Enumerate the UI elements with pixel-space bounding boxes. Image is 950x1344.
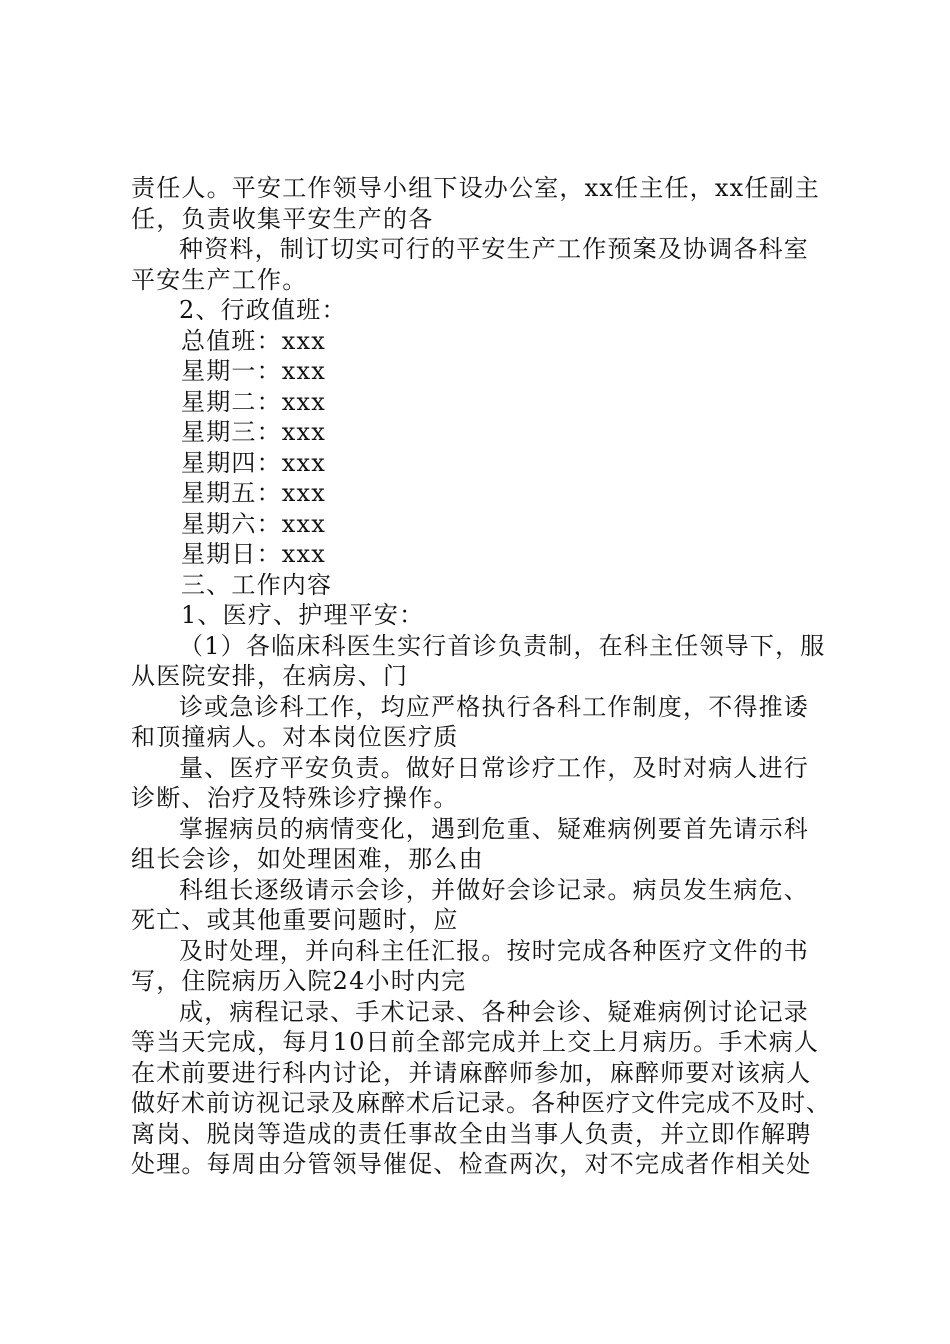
text-line: 做好术前访视记录及麻醉术后记录。各种医疗文件完成不及时、: [131, 1089, 831, 1117]
section-heading: 2、行政值班：: [179, 296, 347, 324]
text-line: 量、医疗平安负责。做好日常诊疗工作，及时对病人进行: [179, 753, 809, 782]
document-body: [131, 173, 831, 1180]
text-line: 和顶撞病人。对本岗位医疗质: [131, 723, 459, 751]
text-line: 死亡、或其他重要问题时，应: [131, 906, 459, 934]
text-line: 处理。每周由分管领导催促、检查两次，对不完成者作相关处: [131, 1150, 812, 1178]
text-line: 等当天完成，每月10日前全部完成并上交上月病历。手术病人: [131, 1028, 820, 1056]
text-line: 组长会诊，如处理困难，那么由: [131, 845, 484, 873]
text-line: （1）各临床科医生实行首诊负责制，在科主任领导下，服: [179, 631, 826, 660]
text-line: 诊断、治疗及特殊诊疗操作。: [131, 784, 459, 812]
duty-line: 星期五：xxx: [181, 479, 327, 507]
text-line: 写，住院病历入院24小时内完: [131, 967, 467, 995]
text-line: 及时处理，并向科主任汇报。按时完成各种医疗文件的书: [179, 936, 809, 965]
duty-line: 星期二：xxx: [181, 387, 327, 416]
section-heading: 三、工作内容: [181, 570, 333, 599]
text-line: 诊或急诊科工作，均应严格执行各科工作制度，不得推诿: [179, 692, 809, 721]
text-line: 平安生产工作。: [131, 265, 308, 294]
duty-line: 星期一：xxx: [181, 357, 327, 385]
text-line: 种资料，制订切实可行的平安生产工作预案及协调各科室: [179, 235, 809, 263]
duty-line: 星期四：xxx: [181, 448, 327, 477]
text-line: 成，病程记录、手术记录、各种会诊、疑难病例讨论记录: [179, 997, 809, 1026]
duty-line: 星期日：xxx: [181, 540, 327, 568]
text-line: 科组长逐级请示会诊，并做好会诊记录。病员发生病危、: [179, 875, 809, 904]
text-line: 离岗、脱岗等造成的责任事故全由当事人负责，并立即作解聘: [131, 1119, 812, 1148]
text-line: 掌握病员的病情变化，遇到危重、疑难病例要首先请示科: [179, 814, 809, 843]
duty-line: 总值班：xxx: [181, 326, 327, 355]
subsection-heading: 1、医疗、护理平安：: [181, 601, 425, 629]
duty-line: 星期六：xxx: [181, 509, 327, 538]
duty-line: 星期三：xxx: [181, 418, 327, 446]
text-line: 从医院安排，在病房、门: [131, 662, 409, 690]
text-line: 在术前要进行科内讨论，并请麻醉师参加，麻醉师要对该病人: [131, 1058, 812, 1087]
text-line: 任，负责收集平安生产的各: [131, 204, 434, 233]
text-line: 责任人。平安工作领导小组下设办公室，xx任主任，xx任副主: [131, 174, 820, 202]
